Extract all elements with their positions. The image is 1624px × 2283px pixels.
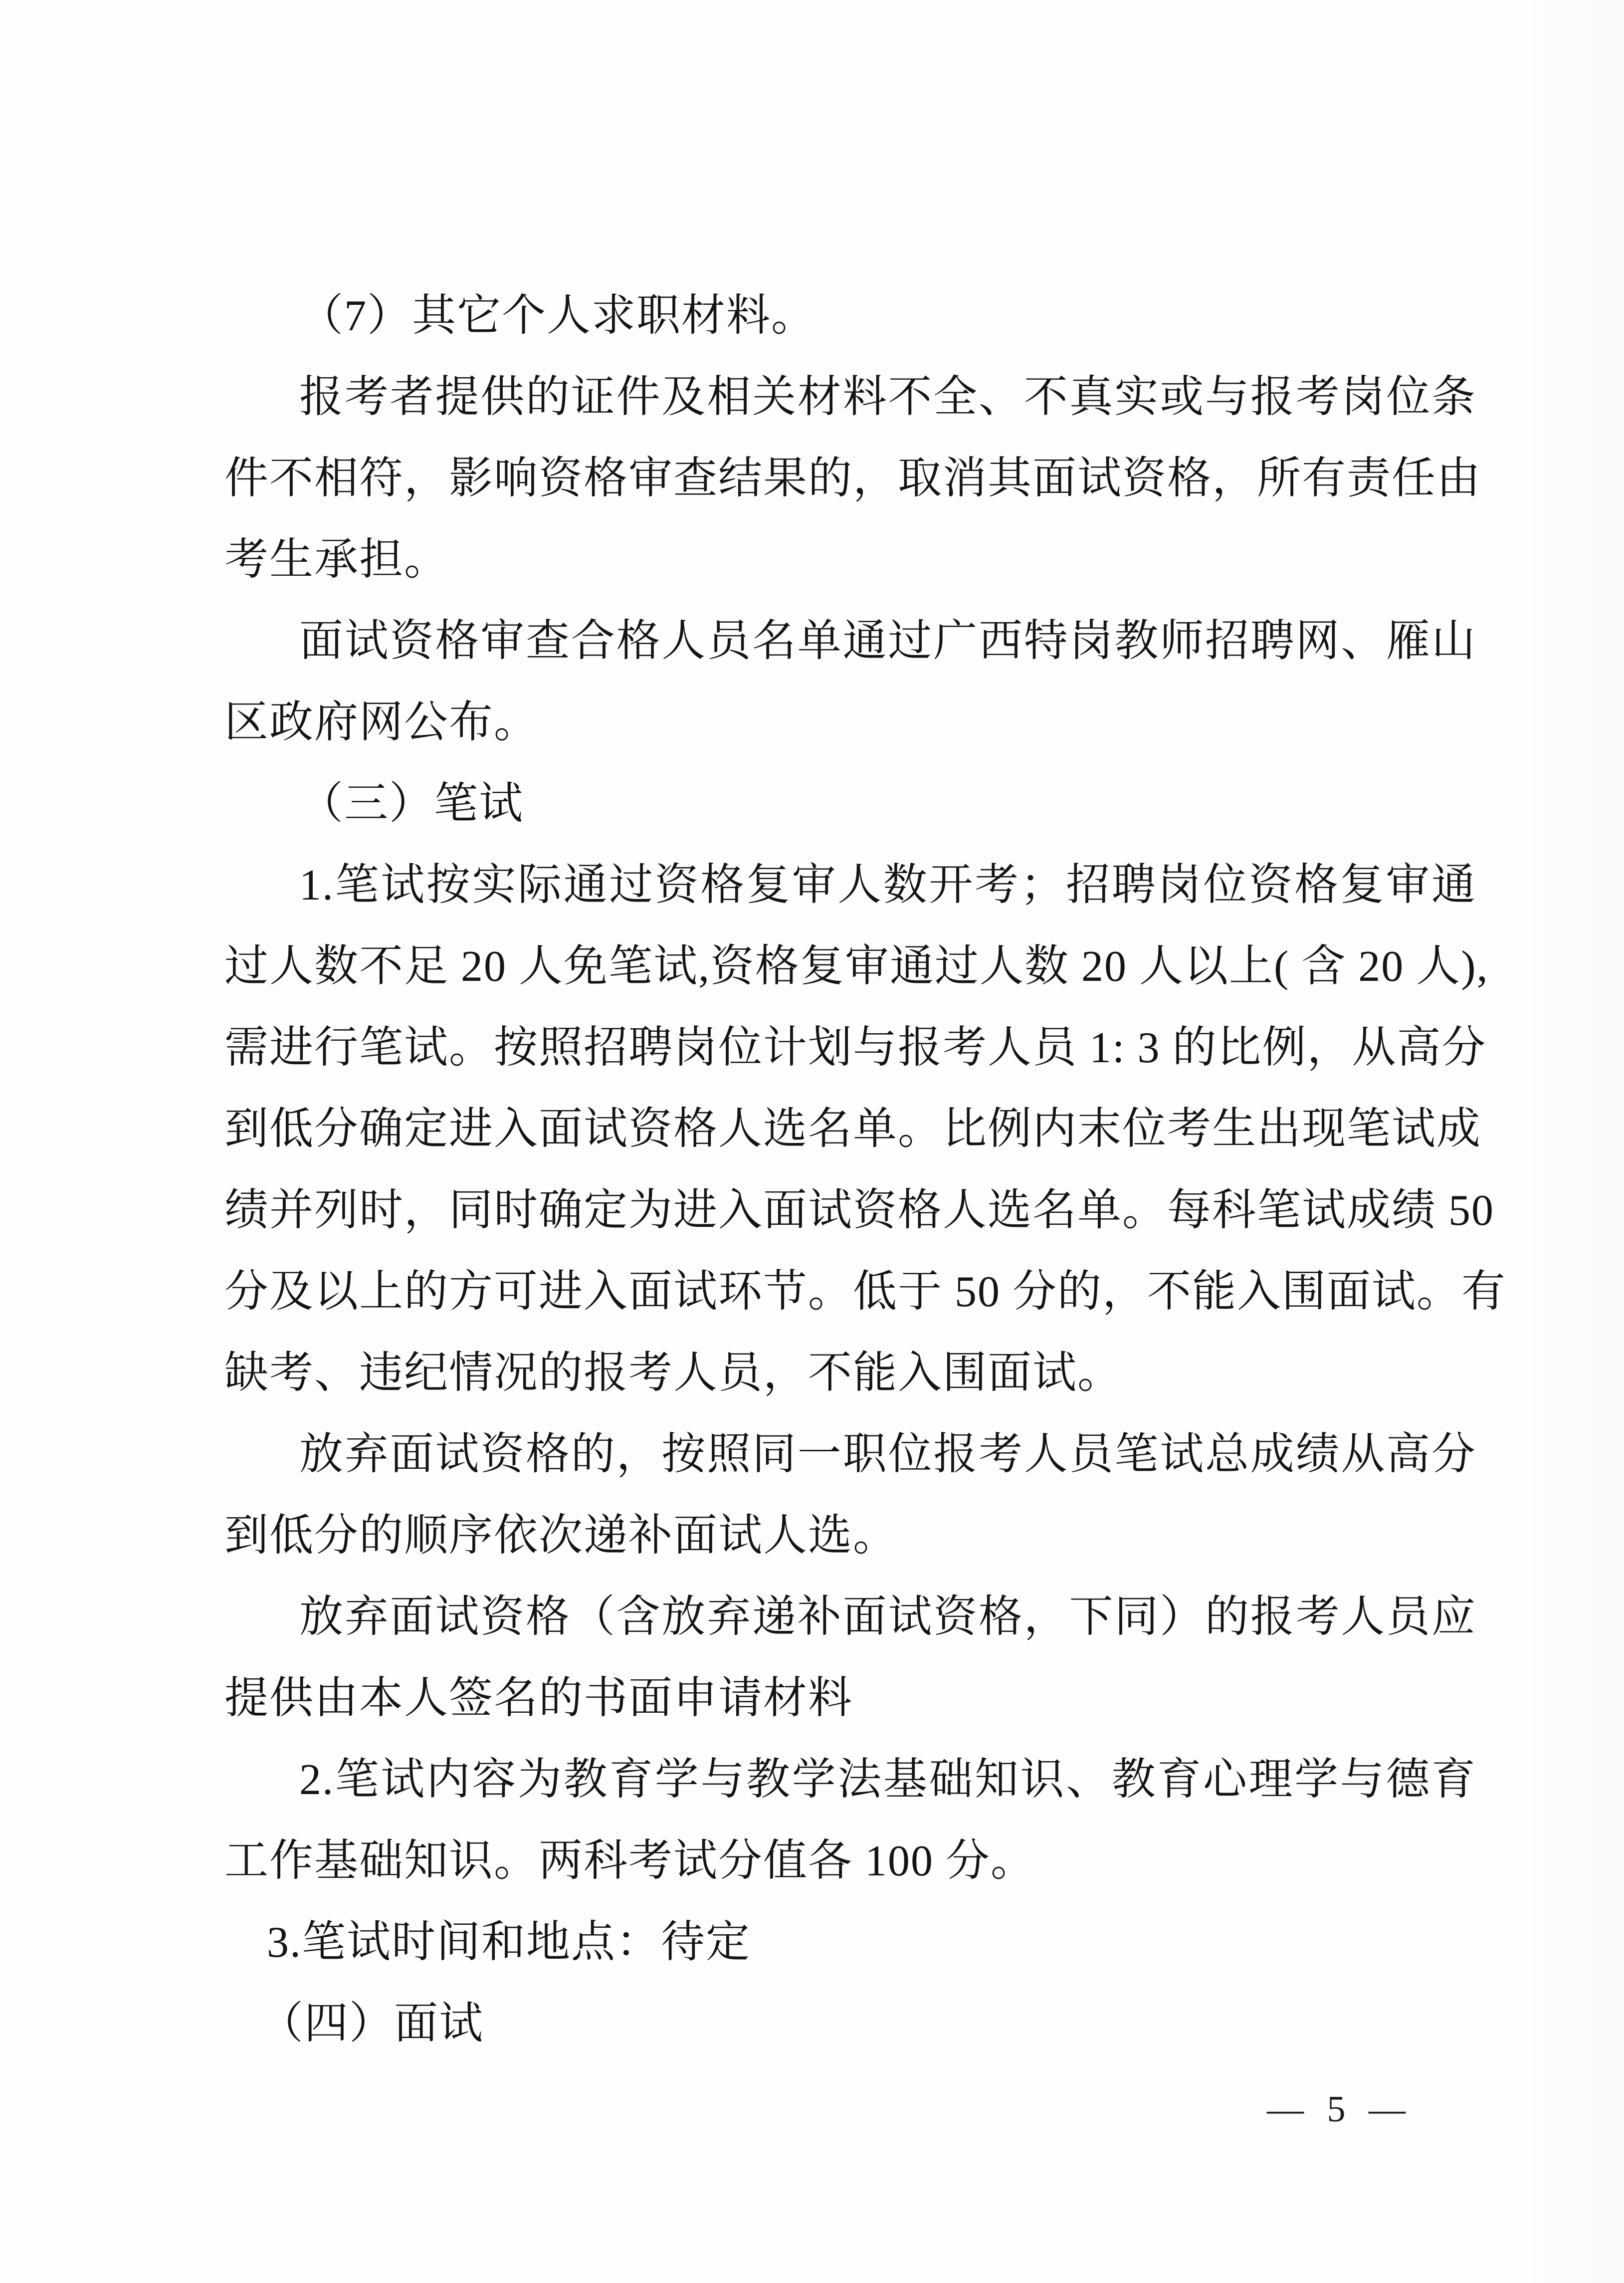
text-line: 提供由本人签名的书面申请材料 (224, 1674, 853, 1723)
text-line: 考生承担。 (224, 536, 449, 584)
text-line: 区政府网公布。 (224, 698, 539, 747)
text-line: 放弃面试资格的，按照同一职位报考人员笔试总成绩从高分 (299, 1430, 1476, 1479)
text-line: （四）面试 (259, 2000, 484, 2048)
text-line: 面试资格审查合格人员名单通过广西特岗教师招聘网、雁山 (299, 617, 1476, 666)
text-line: 到低分确定进入面试资格人选名单。比例内末位考生出现笔试成 (224, 1105, 1482, 1153)
text-line: 绩并列时，同时确定为进入面试资格人选名单。每科笔试成绩 50 (224, 1186, 1495, 1235)
text-line: 放弃面试资格（含放弃递补面试资格，下同）的报考人员应 (299, 1593, 1476, 1641)
text-line: 1.笔试按实际通过资格复审人数开考；招聘岗位资格复审通 (299, 861, 1476, 910)
text-line: 2.笔试内容为教育学与教学法基础知识、教育心理学与德育 (299, 1756, 1476, 1804)
text-line: （7）其它个人求职材料。 (299, 292, 816, 340)
text-line: （三）笔试 (299, 780, 524, 828)
text-line: 需进行笔试。按照招聘岗位计划与报考人员 1: 3 的比例，从高分 (224, 1024, 1487, 1072)
document-body (224, 287, 1507, 2076)
text-line: 到低分的顺序依次递补面试人选。 (224, 1512, 898, 1560)
text-line: 3.笔试时间和地点：待定 (267, 1918, 751, 1967)
text-line: 过人数不足 20 人免笔试,资格复审通过人数 20 人以上( 含 20 人), (224, 942, 1489, 991)
text-line: 件不相符，影响资格审查结果的，取消其面试资格，所有责任由 (224, 455, 1482, 503)
text-line: 分及以上的方可进入面试环节。低于 50 分的，不能入围面试。有 (224, 1268, 1507, 1316)
page-number: — 5 — (1267, 2089, 1413, 2130)
text-line: 报考者提供的证件及相关材料不全、不真实或与报考岗位条 (299, 373, 1476, 422)
text-line: 工作基础知识。两科考试分值各 100 分。 (224, 1837, 1036, 1885)
text-line: 缺考、违纪情况的报考人员，不能入围面试。 (224, 1349, 1123, 1397)
